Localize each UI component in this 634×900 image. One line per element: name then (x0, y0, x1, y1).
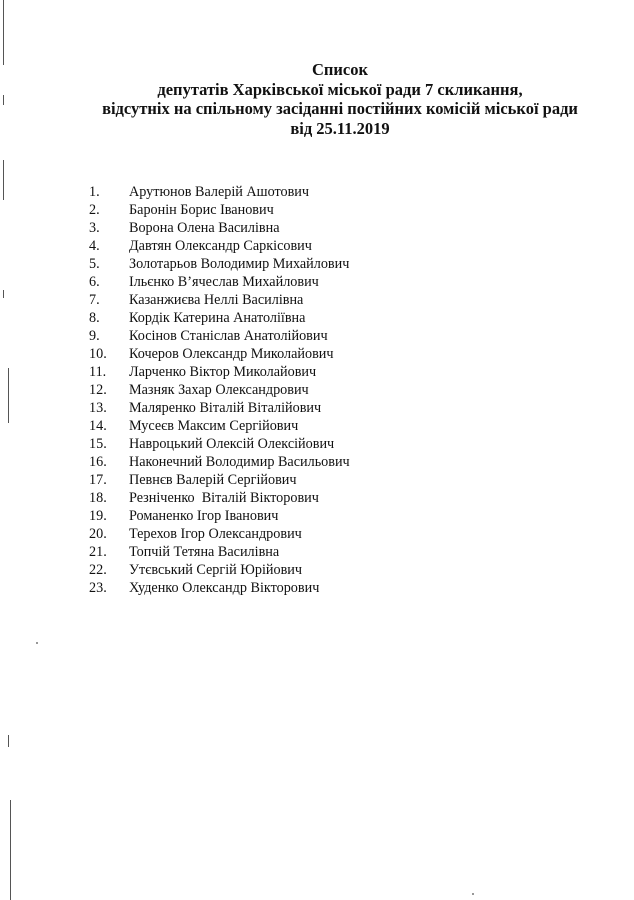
list-item-name: Баронін Борис Іванович (129, 202, 274, 218)
list-item-number: 22. (89, 562, 107, 578)
list-item (89, 345, 350, 363)
scan-speck (472, 893, 474, 895)
list-item (89, 435, 350, 453)
list-item (89, 399, 350, 417)
list-item-name: Топчій Тетяна Василівна (129, 544, 280, 560)
scan-edge-mark (10, 800, 11, 900)
list-item-name: Певнєв Валерій Сергійович (129, 472, 297, 488)
list-item (89, 507, 350, 525)
list-item (89, 561, 350, 579)
scan-speck (36, 642, 38, 644)
list-item-name: Маляренко Віталій Віталійович (129, 400, 322, 416)
list-item (89, 525, 350, 543)
list-item-name: Наконечний Володимир Васильович (129, 454, 350, 470)
list-item (89, 381, 350, 399)
list-item-number: 18. (89, 490, 107, 506)
title-line: від 25.11.2019 (290, 118, 390, 138)
list-item (89, 471, 350, 489)
title-line: відсутніх на спільному засіданні постійних комісій міської ради (102, 99, 578, 118)
list-item-name: Худенко Олександр Вікторович (129, 580, 320, 596)
scan-edge-mark (3, 160, 4, 200)
list-item-number: 7. (89, 292, 100, 308)
list-item (89, 273, 350, 291)
list-item (89, 543, 350, 561)
list-item-number: 9. (89, 328, 100, 344)
list-item-number: 16. (89, 454, 107, 470)
title-line: депутатів Харківської міської ради 7 скликання, (157, 79, 523, 99)
list-item-number: 3. (89, 220, 100, 236)
list-item-number: 12. (89, 382, 107, 398)
list-item (89, 453, 350, 471)
list-item-name: Арутюнов Валерій Ашотович (129, 184, 310, 200)
list-item-number: 21. (89, 544, 107, 560)
list-item (89, 363, 350, 381)
list-item-number: 8. (89, 310, 100, 326)
list-item-name: Кочеров Олександр Миколайович (129, 346, 334, 362)
list-item (89, 219, 350, 237)
list-item-number: 23. (89, 580, 107, 596)
list-item-name: Кордік Катерина Анатоліївна (129, 310, 306, 326)
list-item-name: Ільєнко В’ячеслав Михайлович (129, 274, 319, 290)
list-item-name: Навроцький Олексій Олексійович (129, 436, 335, 452)
list-item (89, 489, 350, 507)
list-item (89, 183, 350, 201)
list-item-name: Ларченко Віктор Миколайович (129, 364, 317, 380)
list-item (89, 579, 350, 597)
scan-edge-mark (3, 290, 4, 298)
list-item (89, 417, 350, 435)
list-item-name: Золотарьов Володимир Михайлович (129, 256, 350, 272)
list-item-number: 1. (89, 184, 100, 200)
title-line: Список (311, 60, 368, 79)
list-item-name: Ворона Олена Василівна (129, 220, 280, 236)
list-item-number: 15. (89, 436, 107, 452)
list-item-name: Резніченко Віталій Вікторович (129, 490, 319, 506)
list-item (89, 255, 350, 273)
list-item-number: 5. (89, 256, 100, 272)
scan-edge-mark (8, 735, 9, 747)
list-item-name: Казанжиєва Неллі Василівна (129, 292, 304, 308)
scan-edge-mark (3, 0, 4, 65)
list-item-name: Мазняк Захар Олександрович (129, 382, 309, 398)
list-item-number: 2. (89, 202, 100, 218)
list-item (89, 291, 350, 309)
list-item-number: 11. (89, 364, 107, 380)
list-item (89, 201, 350, 219)
list-item-number: 14. (89, 418, 107, 434)
list-item-name: Утєвський Сергій Юрійович (129, 562, 303, 578)
list-item-number: 6. (89, 274, 100, 290)
list-item-name: Косінов Станіслав Анатолійович (129, 328, 328, 344)
list-item (89, 327, 350, 345)
list-item-number: 17. (89, 472, 107, 488)
list-item-name: Терехов Ігор Олександрович (129, 526, 302, 542)
list-item-name: Мусеєв Максим Сергійович (129, 418, 299, 434)
list-item (89, 309, 350, 327)
deputy-list (89, 183, 350, 597)
scan-edge-mark (8, 368, 9, 423)
list-item-name: Давтян Олександр Саркісович (129, 238, 312, 254)
list-item-number: 4. (89, 238, 100, 254)
list-item-number: 13. (89, 400, 107, 416)
list-item-number: 10. (89, 346, 107, 362)
list-item-number: 19. (89, 508, 107, 524)
list-item-name: Романенко Ігор Іванович (129, 508, 279, 524)
list-item (89, 237, 350, 255)
list-item-number: 20. (89, 526, 107, 542)
document-title (0, 60, 634, 138)
